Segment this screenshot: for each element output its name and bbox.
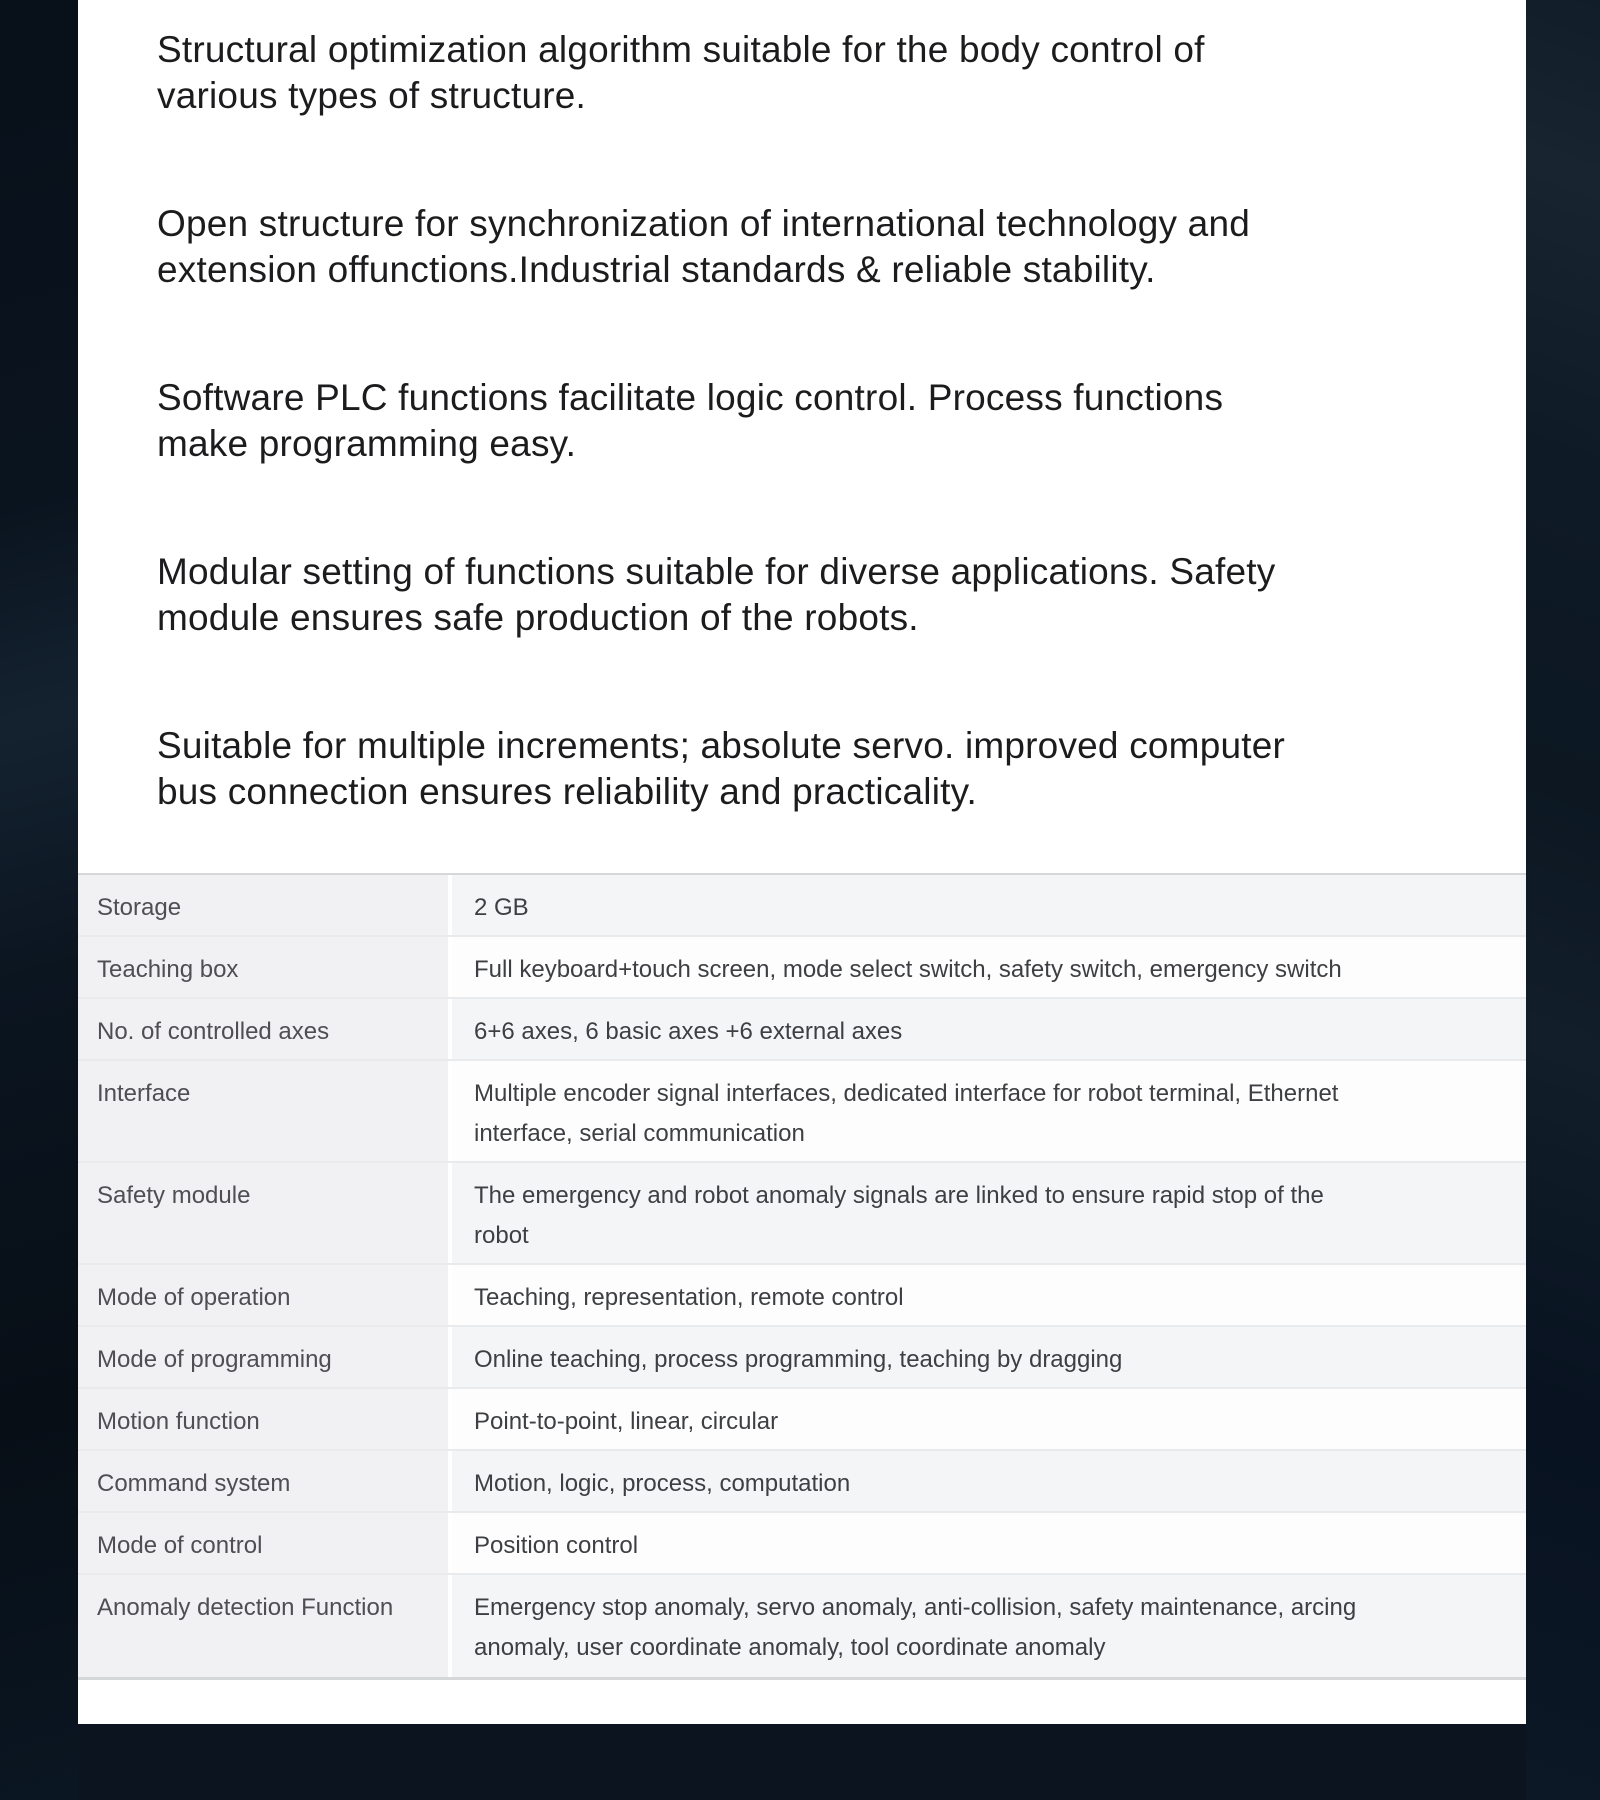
spec-value-line: robot xyxy=(474,1222,529,1249)
spec-label: Mode of operation xyxy=(78,1265,452,1325)
spec-value xyxy=(452,1061,1526,1161)
spec-value xyxy=(452,1575,1526,1677)
feature-text-line: Suitable for multiple increments; absolute servo. improved computer xyxy=(157,725,1286,766)
spec-value-line: Point-to-point, linear, circular xyxy=(474,1408,779,1435)
spec-value xyxy=(452,1513,1526,1573)
spec-value xyxy=(452,1451,1526,1511)
spec-label: Teaching box xyxy=(78,937,452,997)
table-row xyxy=(78,875,1526,937)
spec-label: No. of controlled axes xyxy=(78,999,452,1059)
spec-value xyxy=(452,937,1526,997)
spec-value xyxy=(452,999,1526,1059)
table-row xyxy=(78,1061,1526,1163)
feature-text-line: various types of structure. xyxy=(157,75,587,116)
table-row xyxy=(78,1163,1526,1265)
table-row xyxy=(78,1389,1526,1451)
content-card xyxy=(78,0,1526,1724)
spec-label: Anomaly detection Function xyxy=(78,1575,452,1677)
feature-text-line: Software PLC functions facilitate logic control. Process functions xyxy=(157,377,1224,418)
table-row xyxy=(78,1327,1526,1389)
spec-value-line: Online teaching, process programming, teaching by dragging xyxy=(474,1346,1123,1373)
spec-value-line: 2 GB xyxy=(474,894,529,921)
background-left-band xyxy=(0,0,78,1800)
spec-value-line: Emergency stop anomaly, servo anomaly, anti-collision, safety maintenance, arcing xyxy=(474,1594,1357,1621)
background-right-band xyxy=(1526,0,1600,1800)
feature-paragraphs xyxy=(78,0,1526,815)
spec-label: Command system xyxy=(78,1451,452,1511)
spec-label: Interface xyxy=(78,1061,452,1161)
spec-value xyxy=(452,1163,1526,1263)
feature-text-line: bus connection ensures reliability and practicality. xyxy=(157,771,978,812)
table-row xyxy=(78,1451,1526,1513)
spec-label: Storage xyxy=(78,875,452,935)
feature-text-line: make programming easy. xyxy=(157,423,577,464)
feature-paragraph xyxy=(157,201,1466,293)
feature-text-line: extension offunctions.Industrial standards & reliable stability. xyxy=(157,249,1156,290)
spec-value-line: Motion, logic, process, computation xyxy=(474,1470,851,1497)
specifications-table xyxy=(78,873,1526,1680)
spec-label: Motion function xyxy=(78,1389,452,1449)
spec-value-line: 6+6 axes, 6 basic axes +6 external axes xyxy=(474,1018,903,1045)
feature-text-line: Open structure for synchronization of international technology and xyxy=(157,203,1251,244)
feature-paragraph xyxy=(157,549,1466,641)
spec-value xyxy=(452,1327,1526,1387)
spec-value xyxy=(452,875,1526,935)
spec-value xyxy=(452,1265,1526,1325)
spec-label: Mode of programming xyxy=(78,1327,452,1387)
feature-text-line: Modular setting of functions suitable for diverse applications. Safety xyxy=(157,551,1276,592)
table-row xyxy=(78,937,1526,999)
feature-paragraph xyxy=(157,723,1466,815)
table-row xyxy=(78,1513,1526,1575)
table-row xyxy=(78,1575,1526,1677)
spec-label: Mode of control xyxy=(78,1513,452,1573)
spec-value-line: Full keyboard+touch screen, mode select switch, safety switch, emergency switch xyxy=(474,956,1342,983)
table-row xyxy=(78,999,1526,1061)
spec-value-line: Multiple encoder signal interfaces, dedicated interface for robot terminal, Ethernet xyxy=(474,1080,1339,1107)
spec-value-line: anomaly, user coordinate anomaly, tool coordinate anomaly xyxy=(474,1634,1106,1661)
spec-value-line: Teaching, representation, remote control xyxy=(474,1284,904,1311)
spec-value xyxy=(452,1389,1526,1449)
spec-value-line: interface, serial communication xyxy=(474,1120,805,1147)
feature-paragraph xyxy=(157,27,1466,119)
table-row xyxy=(78,1265,1526,1327)
feature-paragraph xyxy=(157,375,1466,467)
spec-label: Safety module xyxy=(78,1163,452,1263)
spec-value-line: The emergency and robot anomaly signals are linked to ensure rapid stop of the xyxy=(474,1182,1324,1209)
spec-value-line: Position control xyxy=(474,1532,639,1559)
feature-text-line: module ensures safe production of the robots. xyxy=(157,597,919,638)
feature-text-line: Structural optimization algorithm suitable for the body control of xyxy=(157,29,1205,70)
